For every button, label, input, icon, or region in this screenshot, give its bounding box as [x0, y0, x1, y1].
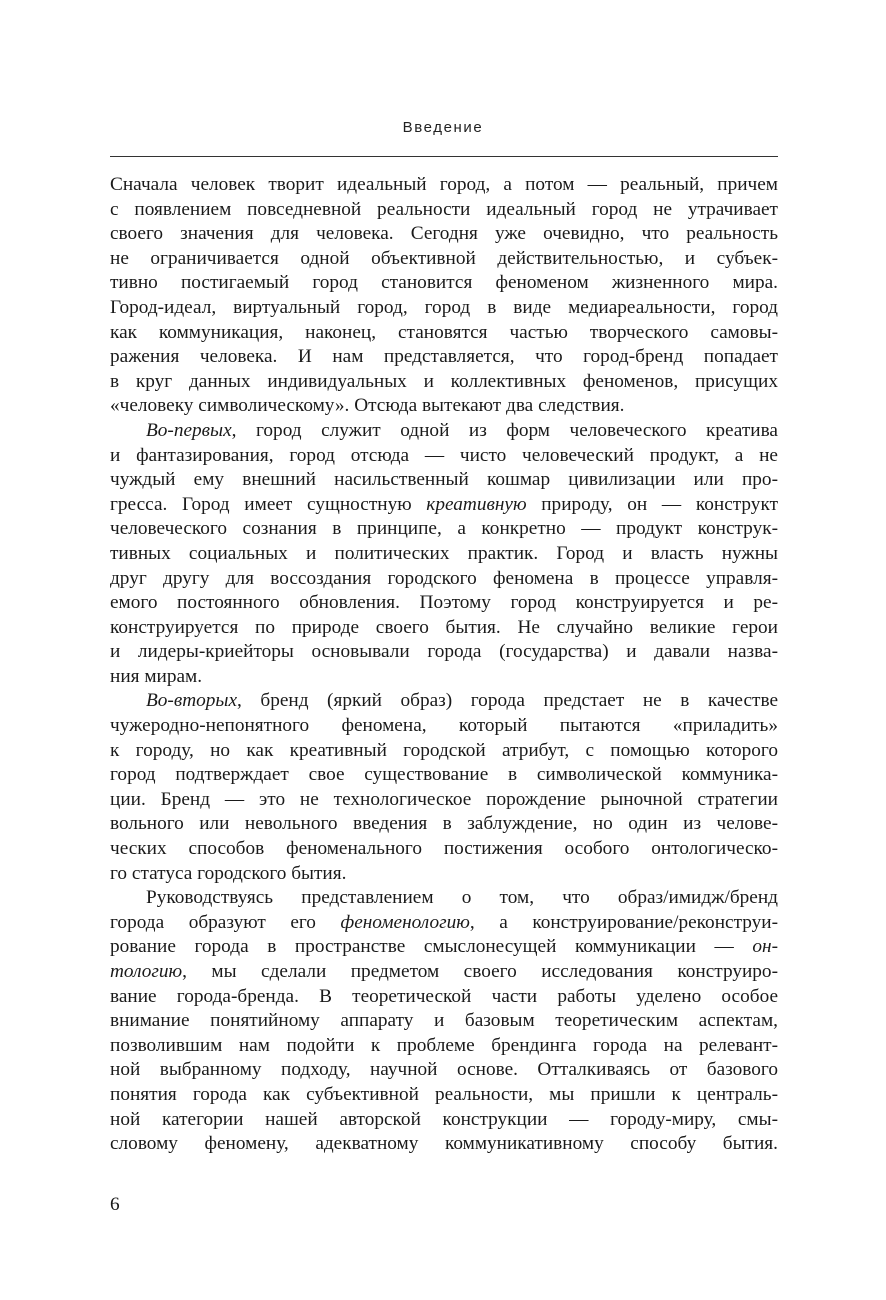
- text-run: конструируется по природе своего бытия. Не случайно великие герои: [110, 616, 778, 638]
- text-line: [110, 271, 778, 296]
- text-line: [110, 370, 778, 395]
- text-line: [110, 296, 778, 321]
- text-line: [110, 640, 778, 665]
- text-line: [110, 444, 778, 469]
- text-line: [110, 591, 778, 616]
- text-line: [110, 812, 778, 837]
- text-run: ции. Бренд — это не технологическое порождение рыночной стратегии: [110, 788, 778, 810]
- text-line: [110, 862, 778, 887]
- text-run: , бренд (яркий образ) города предстает не в качестве: [237, 690, 778, 712]
- text-line: [110, 1034, 778, 1059]
- text-line: [110, 739, 778, 764]
- italic-term: Во-вторых: [146, 690, 238, 712]
- text-run: в круг данных индивидуальных и коллективных феноменов, присущих: [110, 370, 778, 392]
- text-line: [110, 960, 778, 985]
- text-run: го статуса городского бытия.: [110, 862, 347, 884]
- text-run: ния мирам.: [110, 665, 203, 687]
- text-line: [110, 1083, 778, 1108]
- italic-term: тологию: [110, 961, 183, 982]
- text-run: тивно постигаемый город становится феноменом жизненного мира.: [110, 272, 778, 294]
- text-line: [110, 763, 778, 788]
- text-line: [110, 345, 778, 370]
- text-line: [110, 665, 778, 690]
- text-run: друг другу для воссоздания городского феномена в процессе управля-: [110, 567, 778, 589]
- text-run: позволившим нам подойти к проблеме брендинга города на релевант-: [110, 1034, 778, 1056]
- text-line: [110, 935, 778, 960]
- text-line: [110, 542, 778, 567]
- text-run: к городу, но как креативный городской атрибут, с помощью которого: [110, 739, 778, 761]
- text-run: , город служит одной из форм человеческого креатива: [231, 419, 778, 441]
- italic-term: он-: [752, 936, 778, 958]
- text-line: [110, 468, 778, 493]
- text-line: [110, 198, 778, 223]
- text-line: [110, 788, 778, 813]
- text-run: , мы сделали предметом своего исследования конструиро-: [182, 961, 778, 982]
- text-run: тивных социальных и политических практик. Город и власть нужны: [110, 542, 778, 564]
- text-line: [110, 886, 778, 911]
- text-run: города образуют его: [110, 911, 341, 933]
- text-line: [110, 1108, 778, 1133]
- page-number: 6: [110, 1194, 120, 1215]
- text-run: своего значения для человека. Сегодня уже очевидно, что реальность: [110, 223, 778, 245]
- text-line: [110, 837, 778, 862]
- italic-term: креативную: [426, 493, 527, 515]
- italic-term: Во-первых: [146, 419, 232, 441]
- text-line: [110, 394, 778, 419]
- text-run: Сначала человек творит идеальный город, а потом — реальный, причем: [110, 174, 778, 195]
- text-run: не ограничивается одной объективной действительностью, и субъек-: [110, 247, 778, 269]
- text-run: Город-идеал, виртуальный город, город в виде медиареальности, город: [110, 296, 778, 318]
- text-run: емого постоянного обновления. Поэтому город конструируется и ре-: [110, 592, 778, 614]
- body-text: [110, 173, 778, 1157]
- running-head: Введение: [402, 119, 484, 136]
- text-run: и лидеры-криейторы основывали города (государства) и давали назва-: [110, 641, 778, 663]
- text-run: вольного или невольного введения в заблуждение, но один из челове-: [110, 813, 778, 835]
- text-run: гресса. Город имеет сущностную: [110, 493, 427, 515]
- text-run: «человеку символическому». Отсюда вытекают два следствия.: [110, 395, 625, 417]
- text-run: ражения человека. И нам представляется, что город-бренд попадает: [110, 346, 778, 368]
- text-run: словому феномену, адекватному коммуникативному способу бытия.: [110, 1133, 778, 1155]
- text-line: [110, 517, 778, 542]
- text-line: [110, 1132, 778, 1157]
- text-line: [110, 222, 778, 247]
- text-run: понятия города как субъективной реальности, мы пришли к централь-: [110, 1083, 778, 1105]
- text-line: [110, 911, 778, 936]
- header-rule: [110, 156, 778, 157]
- text-run: , а конструирование/реконструи-: [469, 911, 779, 933]
- text-run: Руководствуясь представлением о том, что образ/имидж/бренд: [146, 887, 778, 909]
- text-run: человеческого сознания в принципе, а конкретно — продукт конструк-: [110, 518, 778, 540]
- text-run: как коммуникация, наконец, становятся частью творческого самовы-: [110, 321, 778, 343]
- text-line: [110, 985, 778, 1010]
- text-line: [110, 567, 778, 592]
- text-run: чужеродно-непонятного феномена, который пытаются «приладить»: [110, 715, 778, 737]
- text-run: и фантазирования, город отсюда — чисто человеческий продукт, а не: [110, 444, 778, 466]
- text-run: ной категории нашей авторской конструкции — городу-миру, смы-: [110, 1108, 778, 1130]
- text-run: ной выбранному подходу, научной основе. Отталкиваясь от базового: [110, 1059, 778, 1081]
- text-line: [110, 616, 778, 641]
- text-run: внимание понятийному аппарату и базовым теоретическим аспектам,: [110, 1010, 778, 1032]
- text-line: [110, 493, 778, 518]
- text-run: природу, он — конструкт: [526, 493, 778, 515]
- text-line: [110, 689, 778, 714]
- text-run: вание города-бренда. В теоретической части работы уделено особое: [110, 985, 778, 1007]
- text-line: [110, 1009, 778, 1034]
- text-line: [110, 714, 778, 739]
- text-line: [110, 247, 778, 272]
- text-run: город подтверждает свое существование в символической коммуника-: [110, 764, 778, 786]
- text-run: с появлением повседневной реальности идеальный город не утрачивает: [110, 198, 778, 220]
- text-line: [110, 321, 778, 346]
- italic-term: феноменологию: [340, 911, 470, 933]
- text-run: рование города в пространстве смыслонесущей коммуникации —: [110, 936, 753, 958]
- text-run: ческих способов феноменального постижения особого онтологическо-: [110, 838, 778, 860]
- text-line: [110, 1058, 778, 1083]
- text-line: [110, 419, 778, 444]
- text-run: чуждый ему внешний насильственный кошмар цивилизации или про-: [110, 469, 778, 491]
- text-line: [110, 173, 778, 198]
